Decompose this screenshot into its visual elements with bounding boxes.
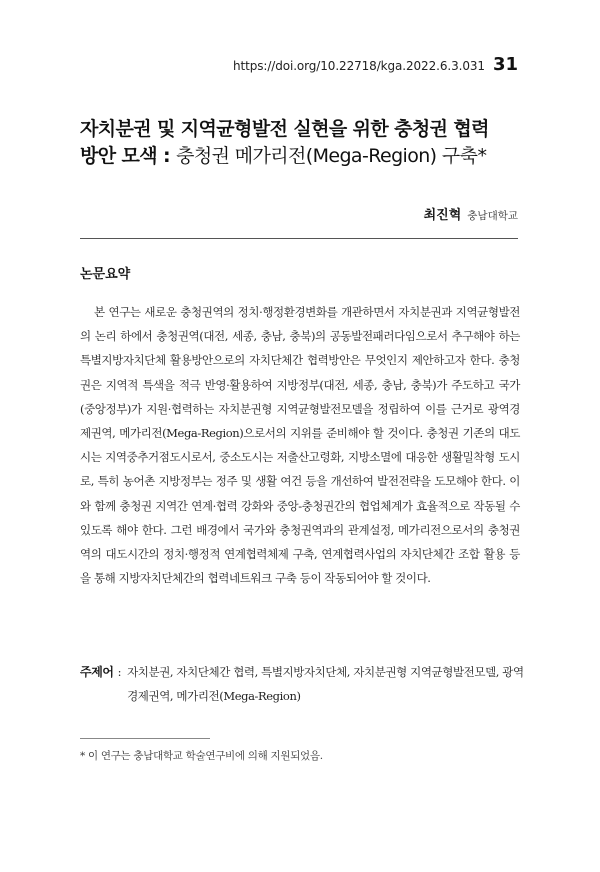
keywords-text: 자치분권, 자치단체간 협력, 특별지방자치단체, 자치분권형 지역균형발전모델, 광역경제권역, 메가리전(Mega-Region) bbox=[127, 665, 524, 703]
running-header bbox=[233, 54, 518, 75]
title-sub-strong: 방안 모색 : bbox=[80, 145, 177, 167]
footnote-divider bbox=[80, 738, 210, 739]
footnote: * 이 연구는 충남대학교 학술연구비에 의해 지원되었음. bbox=[80, 750, 323, 762]
abstract-body: 본 연구는 새로운 충청권역의 정치·행정환경변화를 개관하면서 자치분권과 지역균형발전의 논리 하에서 충청권역(대전, 세종, 충남, 충북)의 공동발전패러다임으로서 추구해야 하는 특별지방자치단체 활용방안으로의 자치단체간 협력방안은 무엇인지 제안하고자 한다. 충청권은 지역적 특색을 적극 반영·활용하여 지방정부(대전, 세종, 충남, 충북)가 주도하고 국가(중앙정부)가 지원·협력하는 자치분권형 지역균형발전모델을 정립하여 이를 근거로 광역경제권역, 메가리전(Mega-Region)으로서의 지위를 준비해야 할 것이다. 충청권 기존의 대도시는 지역중추거점도시로서, 중소도시는 저출산고령화, 지방소멸에 대응한 생활밀착형 도시로, 특히 농어촌 지방정부는 정주 및 생활 여건 등을 개선하여 발전전략을 도모해야 한다. 이와 함께 충청권 지역간 연계·협력 강화와 중앙-충청권간의 협업체계가 효율적으로 작동될 수 있도록 해야 한다. 그런 배경에서 국가와 충청권역과의 관계설정, 메가리전으로서의 충청권역의 대도시간의 정치·행정적 연계협력체제 구축, 연계협력사업의 자치단체간 조합 활용 등을 통해 지방자치단체간의 협력네트워크 구축 등이 작동되어야 할 것이다. bbox=[80, 305, 520, 586]
keywords-label: 주제어 bbox=[80, 665, 114, 679]
title-main: 자치분권 및 지역균형발전 실현을 위한 충청권 협력 bbox=[80, 118, 489, 140]
author-affiliation: 충남대학교 bbox=[467, 210, 518, 222]
author-name: 최진혁 bbox=[423, 208, 462, 223]
paper-title bbox=[80, 116, 530, 170]
keywords-block bbox=[80, 660, 525, 708]
title-divider bbox=[80, 238, 518, 239]
page-number: 31 bbox=[492, 54, 518, 75]
author-block bbox=[424, 204, 518, 223]
title-subtitle: 충청권 메가리전(Mega-Region) 구축* bbox=[176, 145, 487, 167]
keywords-separator: : bbox=[117, 665, 122, 679]
abstract-heading: 논문요약 bbox=[80, 267, 131, 282]
doi-link[interactable]: https://doi.org/10.22718/kga.2022.6.3.031 bbox=[233, 59, 485, 73]
